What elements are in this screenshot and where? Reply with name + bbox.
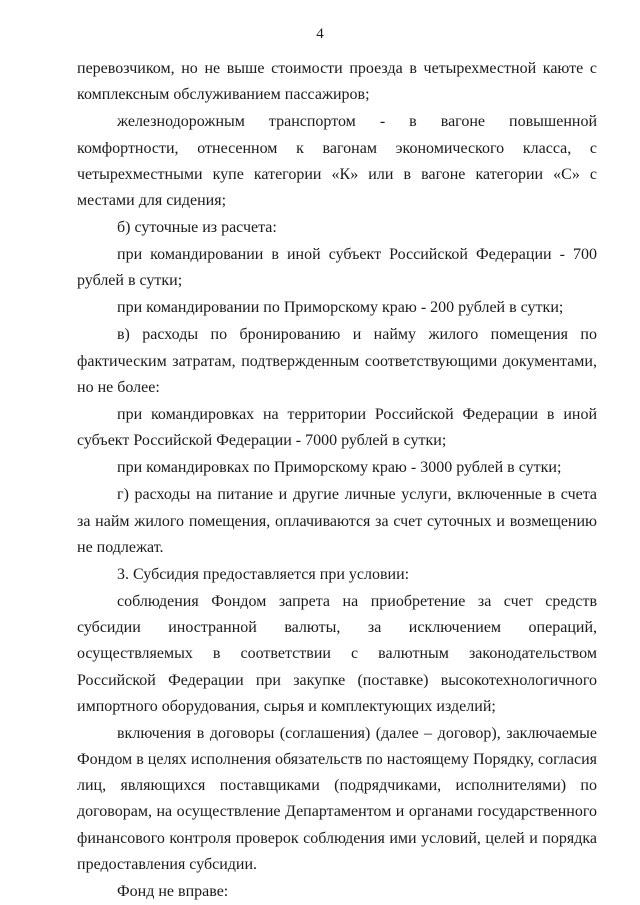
document-body bbox=[77, 56, 597, 905]
paragraph: при командировании в иной субъект Российской Федерации - 700 рублей в сутки; bbox=[77, 246, 597, 290]
paragraph: в) расходы по бронированию и найму жилого помещения по фактическим затратам, подтвержденным соответствующими документами, но не более: bbox=[77, 326, 597, 396]
paragraph: соблюдения Фондом запрета на приобретение за счет средств субсидии иностранной валюты, за исключением операций, осуществляемых в соответствии с валютным законодательством Российской Федерации при закупке (поставке) высокотехнологичного импортного оборудования, сырья и комплектующих изделий; bbox=[77, 592, 597, 715]
page-number: 4 bbox=[316, 26, 324, 42]
paragraph: 3. Субсидия предоставляется при условии: bbox=[117, 565, 410, 583]
paragraph: перевозчиком, но не выше стоимости проезда в четырехместной каюте с комплексным обслуживанием пассажиров; bbox=[77, 60, 597, 104]
paragraph: при командировании по Приморскому краю - 200 рублей в сутки; bbox=[117, 299, 564, 317]
paragraph: железнодорожным транспортом - в вагоне повышенной комфортности, отнесенном к вагонам экономического класса, с четырехместными купе категории «К» или в вагоне категории «С» с местами для сидения; bbox=[77, 113, 597, 209]
paragraph: при командировках по Приморскому краю - 3000 рублей в сутки; bbox=[117, 459, 562, 477]
paragraph: при командировках на территории Российской Федерации в иной субъект Российской Федерации - 7000 рублей в сутки; bbox=[77, 405, 597, 450]
paragraph: б) суточные из расчета: bbox=[117, 219, 277, 236]
paragraph: г) расходы на питание и другие личные услуги, включенные в счета за найм жилого помещения, оплачиваются за счет суточных и возмещению не подлежат. bbox=[77, 486, 597, 556]
paragraph: включения в договоры (соглашения) (далее – договор), заключаемые Фондом в целях исполнения обязательств по настоящему Порядку, согласия лиц, являющихся поставщиками (подрядчиками, исполнителями) по договорам, на осуществление Департаментом и органами государственного финансового контроля проверок соблюдения ими условий, целей и порядка предоставления субсидии. bbox=[77, 724, 597, 873]
paragraph: Фонд не вправе: bbox=[117, 882, 229, 900]
